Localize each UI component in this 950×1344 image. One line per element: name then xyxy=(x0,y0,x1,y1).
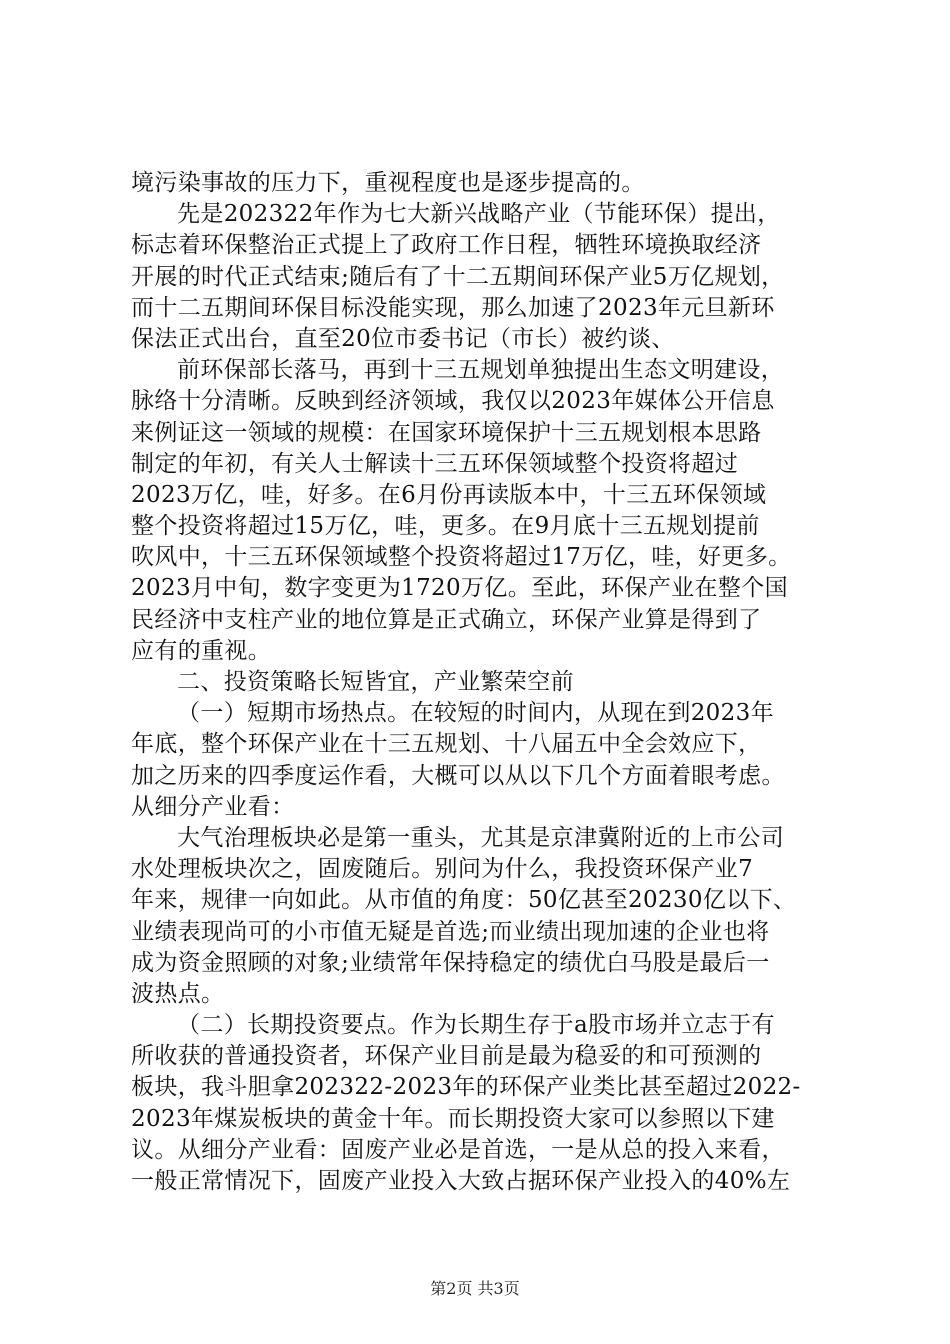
text-line: 应有的重视。 xyxy=(131,637,272,664)
text-line: 业绩表现尚可的小市值无疑是首选;而业绩出现加速的企业也将 xyxy=(131,918,770,945)
text-line: 2023年煤炭板块的黄金十年。而长期投资大家可以参照以下建 xyxy=(131,1105,775,1132)
text-line: 年来，规律一向如此。从市值的角度：50亿甚至20230亿以下、 xyxy=(131,887,797,914)
page-footer: 第2页 共3页 xyxy=(430,1279,520,1298)
text-line: 年底，整个环保产业在十三五规划、十八届五中全会效应下， xyxy=(131,731,762,758)
document-body xyxy=(131,168,831,1197)
text-line: 加之历来的四季度运作看，大概可以从以下几个方面着眼考虑。 xyxy=(131,762,785,789)
text-line: 制定的年初，有关人士解读十三五环保领域整个投资将超过 xyxy=(131,450,739,477)
text-line: 水处理板块次之，固废随后。别问为什么，我投资环保产业7 xyxy=(131,856,754,883)
text-line: 先是202322年作为七大新兴战略产业（节能环保）提出， xyxy=(177,201,781,228)
text-line: 而十二五期间环保目标没能实现，那么加速了2023年元旦新环 xyxy=(131,294,775,321)
text-line: 2023万亿，哇，好多。在6月份再读版本中，十三五环保领域 xyxy=(131,481,767,508)
text-line: 境污染事故的压力下，重视程度也是逐步提高的。 xyxy=(131,170,645,196)
text-line: 从细分产业看： xyxy=(131,793,295,820)
text-line: （二）长期投资要点。作为长期生存于a股市场并立志于有 xyxy=(177,1012,775,1039)
text-line: 波热点。 xyxy=(131,980,225,1007)
text-line: 整个投资将超过15万亿，哇，更多。在9月底十三五规划提前 xyxy=(131,513,760,540)
text-line: 民经济中支柱产业的地位算是正式确立，环保产业算是得到了 xyxy=(131,606,762,633)
text-line: 来例证这一领域的规模：在国家环境保护十三五规划根本思路 xyxy=(131,419,762,446)
text-line: 大气治理板块必是第一重头，尤其是京津冀附近的上市公司 xyxy=(177,824,785,851)
text-line: 议。从细分产业看：固废产业必是首选，一是从总的投入来看， xyxy=(131,1136,785,1163)
text-line: 保法正式出台，直至20位市委书记（市长）被约谈、 xyxy=(131,325,675,352)
text-line: 开展的时代正式结束;随后有了十二五期间环保产业5万亿规划， xyxy=(131,263,785,290)
text-line: 前环保部长落马，再到十三五规划单独提出生态文明建设， xyxy=(177,357,785,384)
text-line: 成为资金照顾的对象;业绩常年保持稳定的绩优白马股是最后一 xyxy=(131,949,770,976)
text-line: 二、投资策略长短皆宜，产业繁荣空前 xyxy=(177,669,574,695)
text-line: 标志着环保整治正式提上了政府工作日程，牺牲环境换取经济 xyxy=(131,232,762,259)
text-line: 吹风中，十三五环保领域整个投资将超过17万亿，哇，好更多。 xyxy=(131,544,792,571)
text-line: 板块，我斗胆拿202322-2023年的环保产业类比甚至超过2022- xyxy=(131,1074,801,1101)
text-line: （一）短期市场热点。在较短的时间内，从现在到2023年 xyxy=(177,700,774,727)
text-line: 2023月中旬，数字变更为1720万亿。至此，环保产业在整个国 xyxy=(131,575,788,602)
text-line: 一般正常情况下，固废产业投入大致占据环保产业投入的40%左 xyxy=(131,1168,791,1194)
text-line: 所收获的普通投资者，环保产业目前是最为稳妥的和可预测的 xyxy=(131,1043,762,1070)
text-line: 脉络十分清晰。反映到经济领域，我仅以2023年媒体公开信息 xyxy=(131,388,775,415)
